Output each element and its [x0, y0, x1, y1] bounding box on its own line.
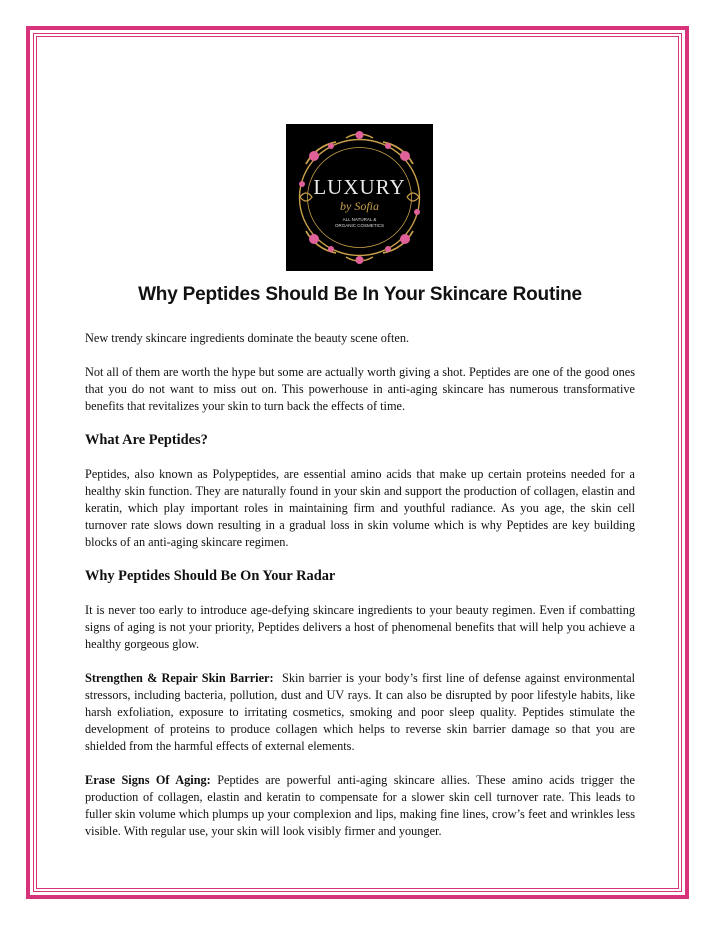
logo-tagline-1: ALL NATURAL & — [342, 217, 377, 222]
strengthen-label: Strengthen & Repair Skin Barrier: — [85, 671, 274, 685]
intro-paragraph: New trendy skincare ingredients dominate the beauty scene often. — [85, 331, 410, 345]
logo-script-text: by Sofia — [340, 199, 379, 213]
paragraph-what-are-peptides: Peptides, also known as Polypeptides, are essential amino acids that make up certain proteins needed for a healthy skin function. They are naturally found in your skin and support the production of collagen, elastin and keratin, which play important roles in maintaining firm and youthful radiance. As you age, the skin cell turnover rate slows down resulting in a gradual loss in skin volume which is why Peptides are key building blocks of an anti-aging skincare regimen. — [85, 467, 635, 549]
heading-what-are-peptides: What Are Peptides? — [85, 432, 208, 448]
logo-tagline-2: ORGANIC COSMETICS — [334, 223, 385, 228]
erase-label: Erase Signs Of Aging: — [85, 773, 211, 787]
brand-logo — [286, 124, 433, 271]
article-body — [85, 330, 635, 857]
logo-brand-text: LUXURY — [313, 175, 406, 199]
strengthen-text: Skin barrier is your body’s first line of defense against environmental stressors, including bacteria, pollution, dust and UV rays. It can also be disrupted by poor lifestyle habits, like harsh exfoliation, exposure to irritating cosmetics, smoking and poor sleep quality. Peptides stimulate the development of proteins to produce collagen which helps to reverse skin barrier damage so that you are shielded from the harmful effects of external elements. — [85, 671, 635, 753]
paragraph-why-peptides: It is never too early to introduce age-defying skincare ingredients to your beauty regimen. Even if combatting signs of aging is not your priority, Peptides delivers a host of phenomenal benefits that will help you achieve a healthy gorgeous glow. — [85, 603, 635, 651]
paragraph-erase — [85, 772, 635, 840]
heading-why-peptides: Why Peptides Should Be On Your Radar — [85, 568, 336, 584]
erase-text: Peptides are powerful anti-aging skincare allies. These amino acids trigger the production of collagen, elastin and keratin to compensate for a slower skin cell turnover rate. This leads to fuller skin volume which plumps up your complexion and lips, making fine lines, crow’s feet and wrinkles less visible. With regular use, your skin will look visibly firmer and younger. — [85, 773, 636, 838]
page-title: Why Peptides Should Be In Your Skincare Routine — [138, 284, 582, 305]
paragraph-strengthen — [85, 670, 635, 755]
paragraph-hype: Not all of them are worth the hype but some are actually worth giving a shot. Peptides are one of the good ones that you do not want to miss out on. This powerhouse in anti-aging skincare has numerous transformative benefits that revitalizes your skin to turn back the effects of time. — [85, 365, 635, 413]
